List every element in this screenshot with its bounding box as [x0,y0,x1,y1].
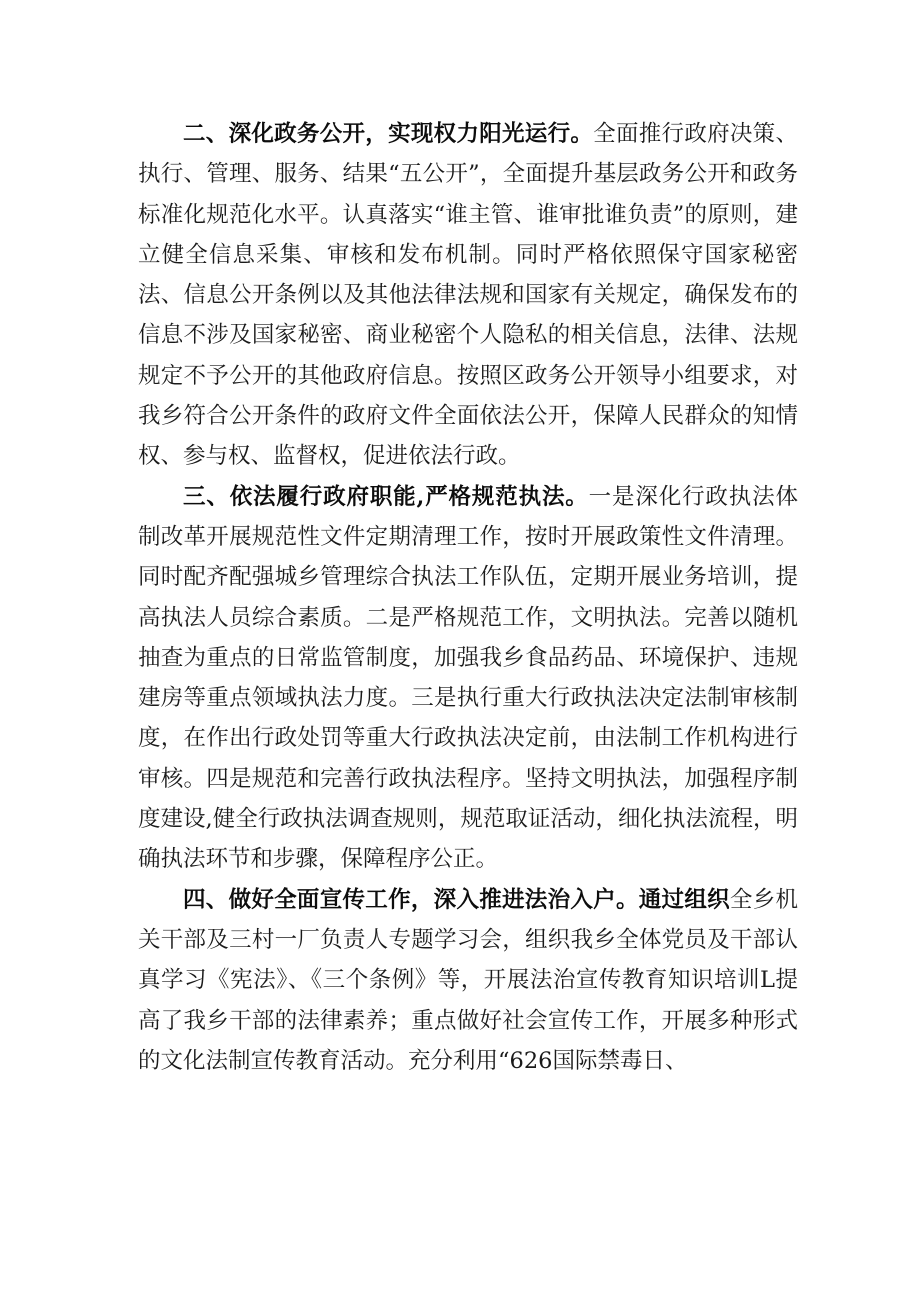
section-heading: 四、做好全面宣传工作，深入推进法治入户。通过组织 [183,886,730,913]
section-heading: 二、深化政务公开，实现权力阳光运行。 [183,121,594,147]
paragraph-section-4 [138,880,798,1081]
paragraph-text: 全乡机关干部及三村一厂负责人专题学习会，组织我乡全体党员及干部认真学习《宪法》、《三个条例》等，开展法治宣传教育知识培训L提高了我乡干部的法律素养；重点做好社会宣传工作，开展多种形式的文化法制宣传教育活动。充分利用“626国际禁毒日、 [138,886,798,1074]
paragraph-text: 全面推行政府决策、执行、管理、服务、结果“五公开”，全面提升基层政务公开和政务标准化规范化水平。认真落实“谁主管、谁审批谁负责”的原则，建立健全信息采集、审核和发布机制。同时严格依照保守国家秘密法、信息公开条例以及其他法律法规和国家有关规定，确保发布的信息不涉及国家秘密、商业秘密个人隐私的相关信息，法律、法规规定不予公开的其他政府信息。按照区政务公开领导小组要求，对我乡符合公开条件的政府文件全面依法公开，保障人民群众的知情权、参与权、监督权，促进依法行政。 [138,121,798,470]
section-heading: 三、依法履行政府职能,严格规范执法。 [183,483,589,510]
document-body [138,114,798,1081]
paragraph-section-3 [138,477,798,880]
paragraph-text: 一是深化行政执法体制改革开展规范性文件定期清理工作，按时开展政策性文件清理。同时配齐配强城乡管理综合执法工作队伍，定期开展业务培训，提高执法人员综合素质。二是严格规范工作，文明执法。完善以随机抽查为重点的日常监管制度，加强我乡食品药品、环境保护、违规建房等重点领域执法力度。三是执行重大行政执法决定法制审核制度，在作出行政处罚等重大行政执法决定前，由法制工作机构进行审核。四是规范和完善行政执法程序。坚持文明执法，加强程序制度建设,健全行政执法调查规则，规范取证活动，细化执法流程，明确执法环节和步骤，保障程序公正。 [138,483,798,873]
paragraph-section-2 [138,114,798,477]
